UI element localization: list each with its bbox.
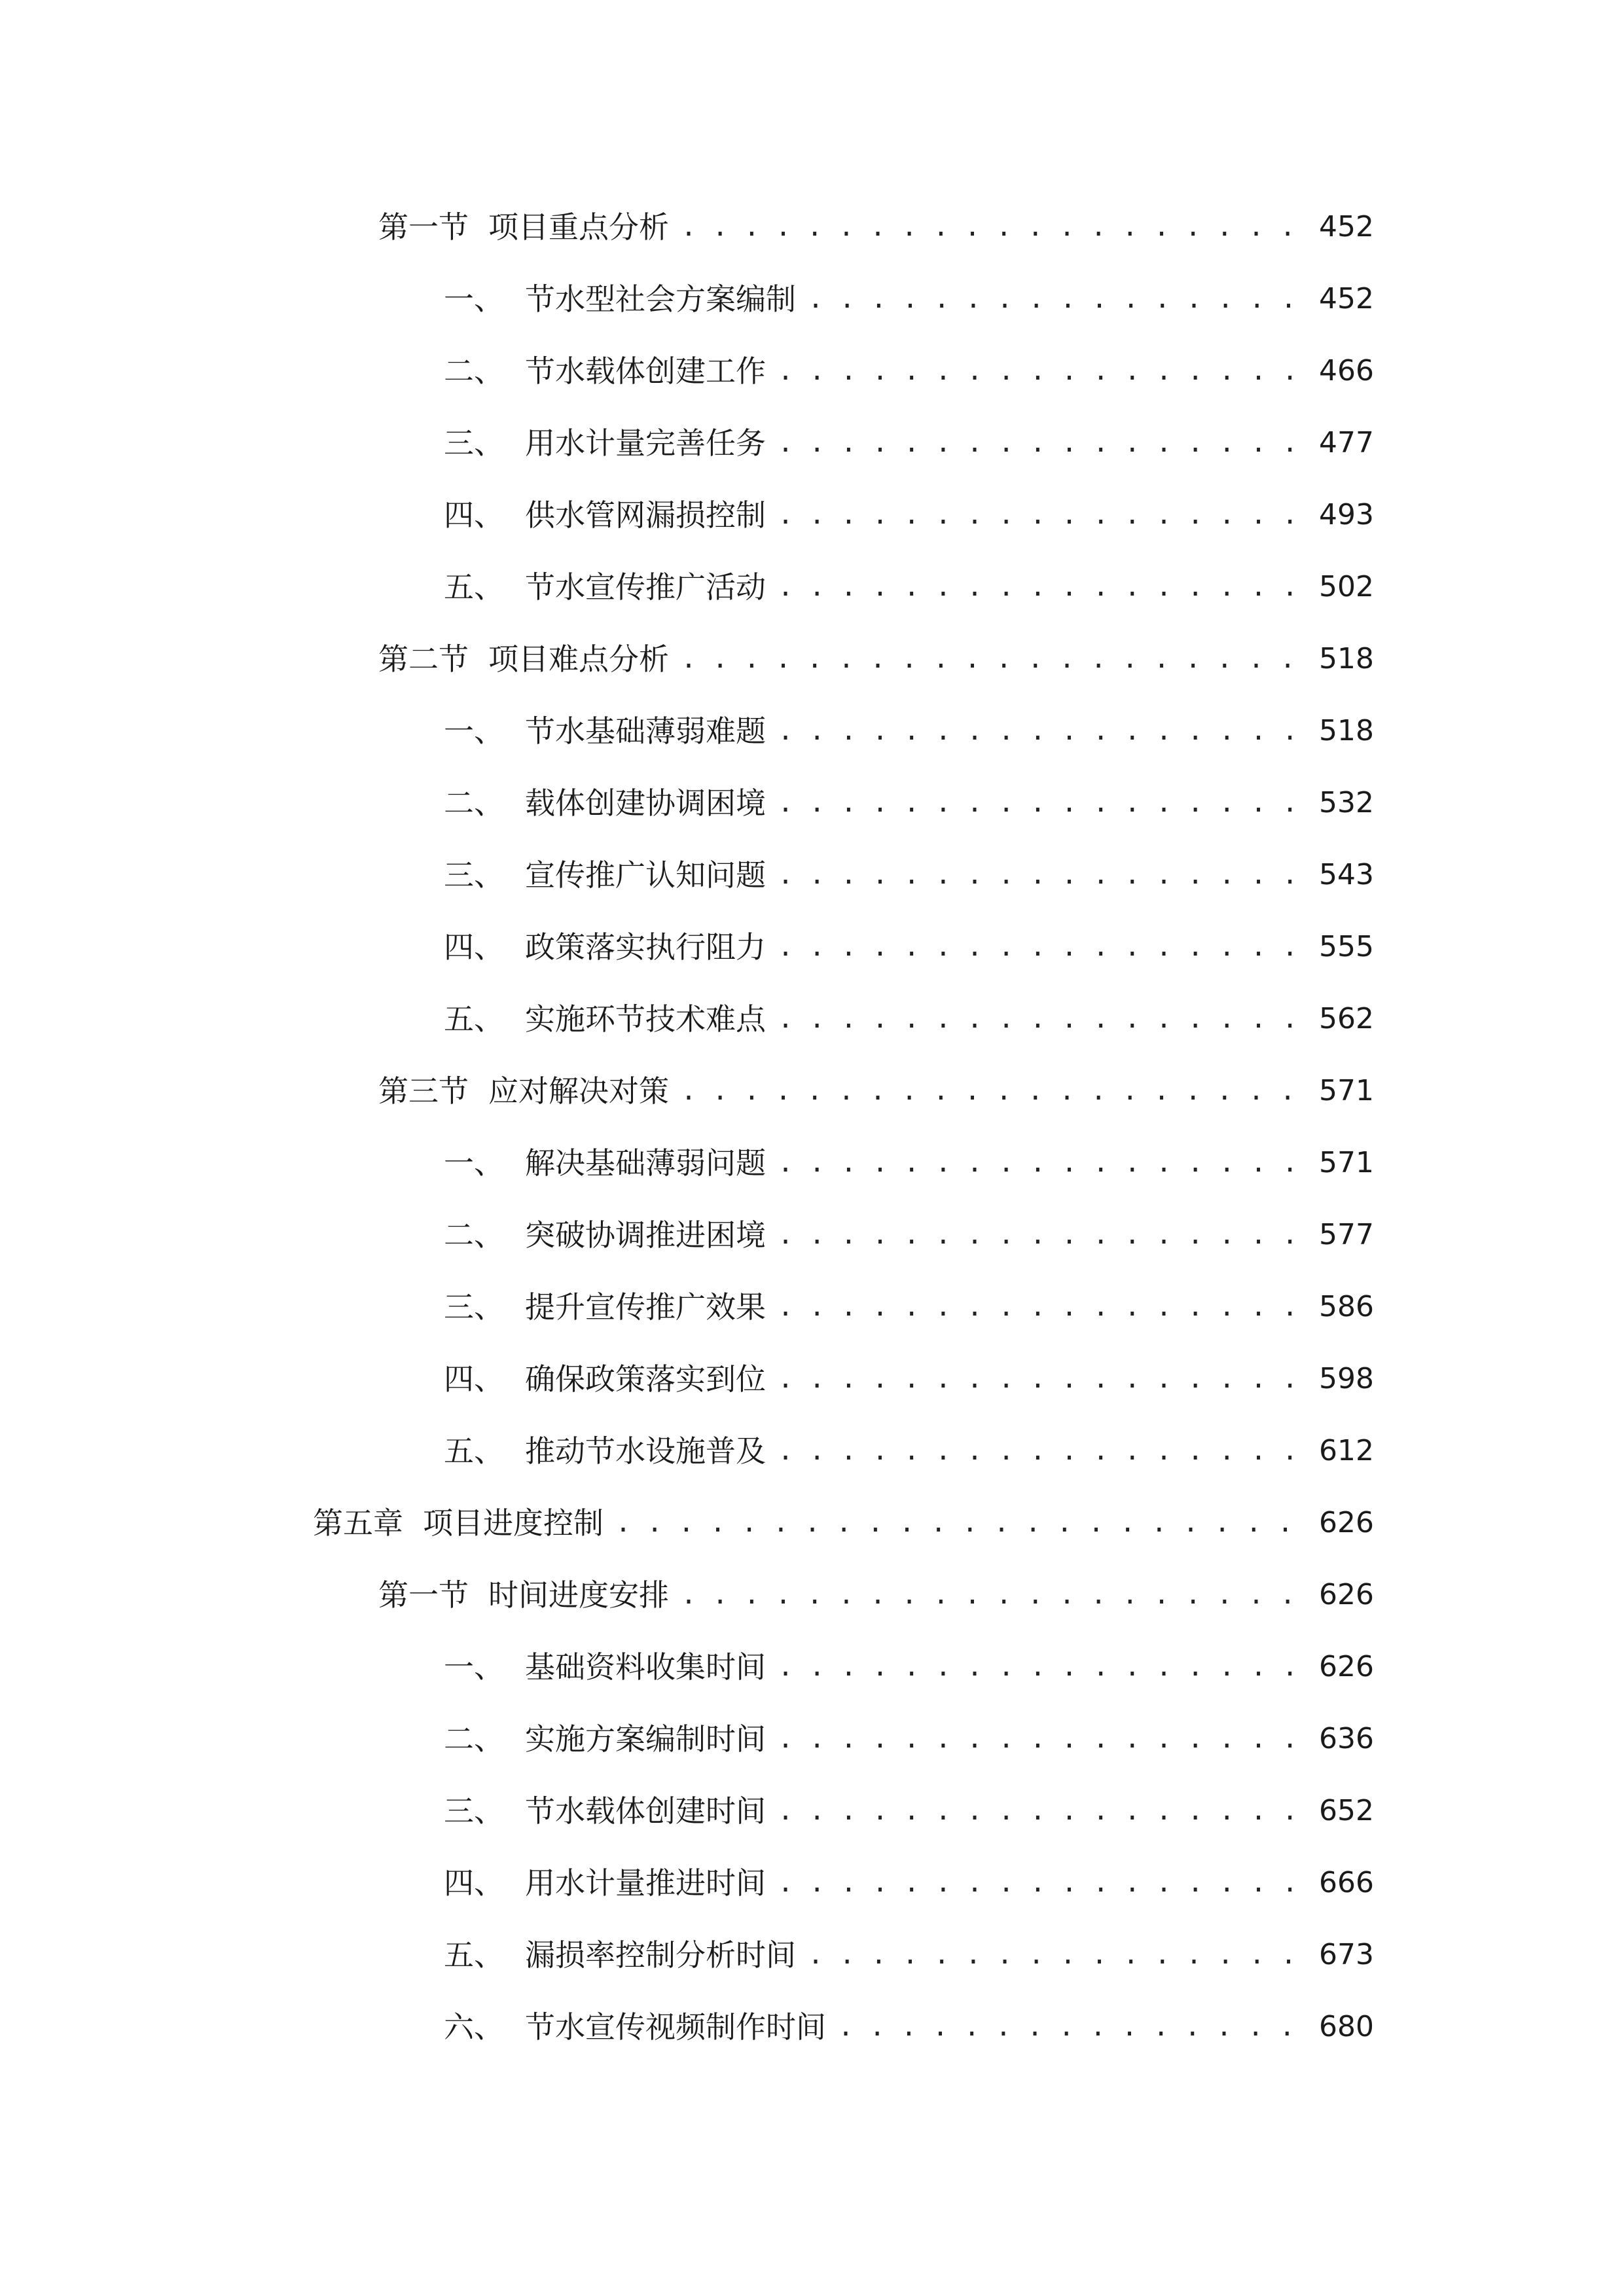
- toc-entry-item[interactable]: [444, 489, 1374, 541]
- toc-entry-number: 五、: [444, 569, 504, 605]
- toc-entry-title: 实施方案编制时间: [525, 1721, 766, 1757]
- toc-entry-title: 节水宣传视频制作时间: [525, 2009, 826, 2045]
- toc-entry-page: 673: [1319, 1938, 1374, 1971]
- toc-entry-page: 626: [1319, 1650, 1374, 1683]
- toc-entry-page: 477: [1319, 426, 1374, 459]
- toc-entry-section[interactable]: [378, 201, 1374, 253]
- toc-entry-number: 五、: [444, 1001, 504, 1037]
- toc-entry-number: 一、: [444, 713, 504, 749]
- toc-entry-title: 实施环节技术难点: [525, 1001, 766, 1037]
- toc-entry-page: 636: [1319, 1722, 1374, 1755]
- toc-entry-page: 518: [1319, 714, 1374, 747]
- toc-entry-item[interactable]: [444, 993, 1374, 1045]
- toc-entry-item[interactable]: [444, 273, 1374, 325]
- toc-entry-page: 598: [1319, 1362, 1374, 1395]
- toc-dot-leader: [778, 777, 1310, 829]
- toc-entry-page: 502: [1319, 570, 1374, 603]
- toc-entry-number: 六、: [444, 2009, 504, 2045]
- toc-dot-leader: [778, 561, 1310, 613]
- toc-entry-title: 节水宣传推广活动: [525, 569, 766, 605]
- toc-entry-chapter[interactable]: [313, 1497, 1374, 1549]
- toc-dot-leader: [778, 1641, 1310, 1693]
- toc-entry-item[interactable]: [444, 1425, 1374, 1477]
- toc-entry-number: 五、: [444, 1937, 504, 1973]
- toc-entry-title: 供水管网漏损控制: [525, 497, 766, 533]
- toc-entry-title: 推动节水设施普及: [525, 1433, 766, 1469]
- toc-dot-leader: [778, 345, 1310, 397]
- toc-entry-number: 二、: [444, 1217, 504, 1253]
- toc-entry-title: 基础资料收集时间: [525, 1649, 766, 1685]
- toc-dot-leader: [778, 705, 1310, 757]
- toc-dot-leader: [778, 1353, 1310, 1405]
- toc-entry-number: 四、: [444, 1361, 504, 1397]
- toc-entry-page: 466: [1319, 354, 1374, 387]
- toc-entry-number: 第二节: [378, 641, 469, 677]
- toc-entry-title: 确保政策落实到位: [525, 1361, 766, 1397]
- toc-dot-leader: [681, 201, 1310, 253]
- toc-entry-title: 项目进度控制: [423, 1505, 604, 1541]
- toc-entry-number: 四、: [444, 929, 504, 965]
- toc-entry-title: 解决基础薄弱问题: [525, 1145, 766, 1181]
- toc-entry-page: 586: [1319, 1290, 1374, 1323]
- toc-dot-leader: [778, 1713, 1310, 1765]
- toc-entry-number: 第五章: [313, 1505, 403, 1541]
- toc-entry-page: 452: [1319, 282, 1374, 315]
- toc-dot-leader: [778, 849, 1310, 901]
- toc-dot-leader: [778, 1137, 1310, 1189]
- toc-entry-item[interactable]: [444, 1641, 1374, 1693]
- toc-entry-number: 第三节: [378, 1073, 469, 1109]
- toc-dot-leader: [778, 1209, 1310, 1261]
- toc-dot-leader: [681, 1065, 1310, 1117]
- toc-entry-number: 二、: [444, 785, 504, 821]
- toc-entry-number: 一、: [444, 1145, 504, 1181]
- toc-entry-title: 节水基础薄弱难题: [525, 713, 766, 749]
- toc-entry-number: 三、: [444, 857, 504, 893]
- toc-dot-leader: [681, 1569, 1310, 1621]
- toc-entry-item[interactable]: [444, 705, 1374, 757]
- toc-entry-item[interactable]: [444, 1281, 1374, 1333]
- toc-entry-item[interactable]: [444, 1929, 1374, 1981]
- toc-entry-number: 四、: [444, 1865, 504, 1901]
- toc-entry-number: 三、: [444, 1793, 504, 1829]
- toc-dot-leader: [681, 633, 1310, 685]
- toc-entry-item[interactable]: [444, 1857, 1374, 1909]
- toc-entry-title: 节水型社会方案编制: [525, 281, 796, 317]
- toc-entry-title: 用水计量推进时间: [525, 1865, 766, 1901]
- toc-entry-item[interactable]: [444, 1785, 1374, 1837]
- toc-dot-leader: [778, 489, 1310, 541]
- toc-entry-title: 提升宣传推广效果: [525, 1289, 766, 1325]
- toc-entry-section[interactable]: [378, 1569, 1374, 1621]
- toc-dot-leader: [778, 921, 1310, 973]
- toc-entry-page: 518: [1319, 642, 1374, 675]
- toc-entry-page: 543: [1319, 858, 1374, 891]
- toc-entry-page: 532: [1319, 786, 1374, 819]
- toc-entry-number: 三、: [444, 1289, 504, 1325]
- toc-entry-item[interactable]: [444, 1713, 1374, 1765]
- toc-entry-number: 五、: [444, 1433, 504, 1469]
- toc-entry-title: 宣传推广认知问题: [525, 857, 766, 893]
- toc-entry-title: 时间进度安排: [488, 1577, 669, 1613]
- toc-entry-number: 第一节: [378, 209, 469, 245]
- toc-dot-leader: [808, 273, 1310, 325]
- toc-entry-title: 载体创建协调困境: [525, 785, 766, 821]
- toc-entry-title: 漏损率控制分析时间: [525, 1937, 796, 1973]
- toc-entry-page: 571: [1319, 1074, 1374, 1107]
- toc-entry-page: 626: [1319, 1578, 1374, 1611]
- toc-entry-page: 680: [1319, 2010, 1374, 2043]
- toc-dot-leader: [615, 1497, 1310, 1549]
- toc-entry-page: 626: [1319, 1506, 1374, 1539]
- toc-entry-page: 571: [1319, 1146, 1374, 1179]
- toc-entry-section[interactable]: [378, 1065, 1374, 1117]
- toc-entry-page: 666: [1319, 1866, 1374, 1899]
- toc-entry-number: 一、: [444, 281, 504, 317]
- toc-entry-number: 二、: [444, 353, 504, 389]
- toc-dot-leader: [778, 1785, 1310, 1837]
- toc-entry-page: 562: [1319, 1002, 1374, 1035]
- toc-entry-title: 政策落实执行阻力: [525, 929, 766, 965]
- toc-entry-number: 三、: [444, 425, 504, 461]
- toc-dot-leader: [778, 1857, 1310, 1909]
- toc-entry-page: 612: [1319, 1434, 1374, 1467]
- toc-entry-title: 项目难点分析: [488, 641, 669, 677]
- toc-entry-item[interactable]: [444, 561, 1374, 613]
- toc-dot-leader: [778, 1425, 1310, 1477]
- toc-entry-item[interactable]: [444, 345, 1374, 397]
- toc-dot-leader: [778, 993, 1310, 1045]
- toc-dot-leader: [838, 2001, 1310, 2053]
- toc-entry-page: 493: [1319, 498, 1374, 531]
- toc-entry-item[interactable]: [444, 1209, 1374, 1261]
- toc-entry-title: 突破协调推进困境: [525, 1217, 766, 1253]
- toc-entry-title: 项目重点分析: [488, 209, 669, 245]
- toc-entry-page: 452: [1319, 210, 1374, 243]
- toc-dot-leader: [808, 1929, 1310, 1981]
- toc-entry-section[interactable]: [378, 633, 1374, 685]
- toc-entry-page: 577: [1319, 1218, 1374, 1251]
- toc-dot-leader: [778, 417, 1310, 469]
- toc-entry-number: 第一节: [378, 1577, 469, 1613]
- toc-entry-item[interactable]: [444, 921, 1374, 973]
- toc-entry-title: 节水载体创建工作: [525, 353, 766, 389]
- toc-dot-leader: [778, 1281, 1310, 1333]
- toc-entry-number: 四、: [444, 497, 504, 533]
- toc-entry-item[interactable]: [444, 2001, 1374, 2053]
- toc-entry-title: 应对解决对策: [488, 1073, 669, 1109]
- toc-entry-item[interactable]: [444, 849, 1374, 901]
- toc-entry-page: 555: [1319, 930, 1374, 963]
- toc-entry-title: 用水计量完善任务: [525, 425, 766, 461]
- toc-entry-number: 一、: [444, 1649, 504, 1685]
- toc-entry-item[interactable]: [444, 1353, 1374, 1405]
- toc-entry-title: 节水载体创建时间: [525, 1793, 766, 1829]
- toc-entry-item[interactable]: [444, 417, 1374, 469]
- toc-entry-item[interactable]: [444, 1137, 1374, 1189]
- toc-entry-page: 652: [1319, 1794, 1374, 1827]
- toc-entry-number: 二、: [444, 1721, 504, 1757]
- toc-entry-item[interactable]: [444, 777, 1374, 829]
